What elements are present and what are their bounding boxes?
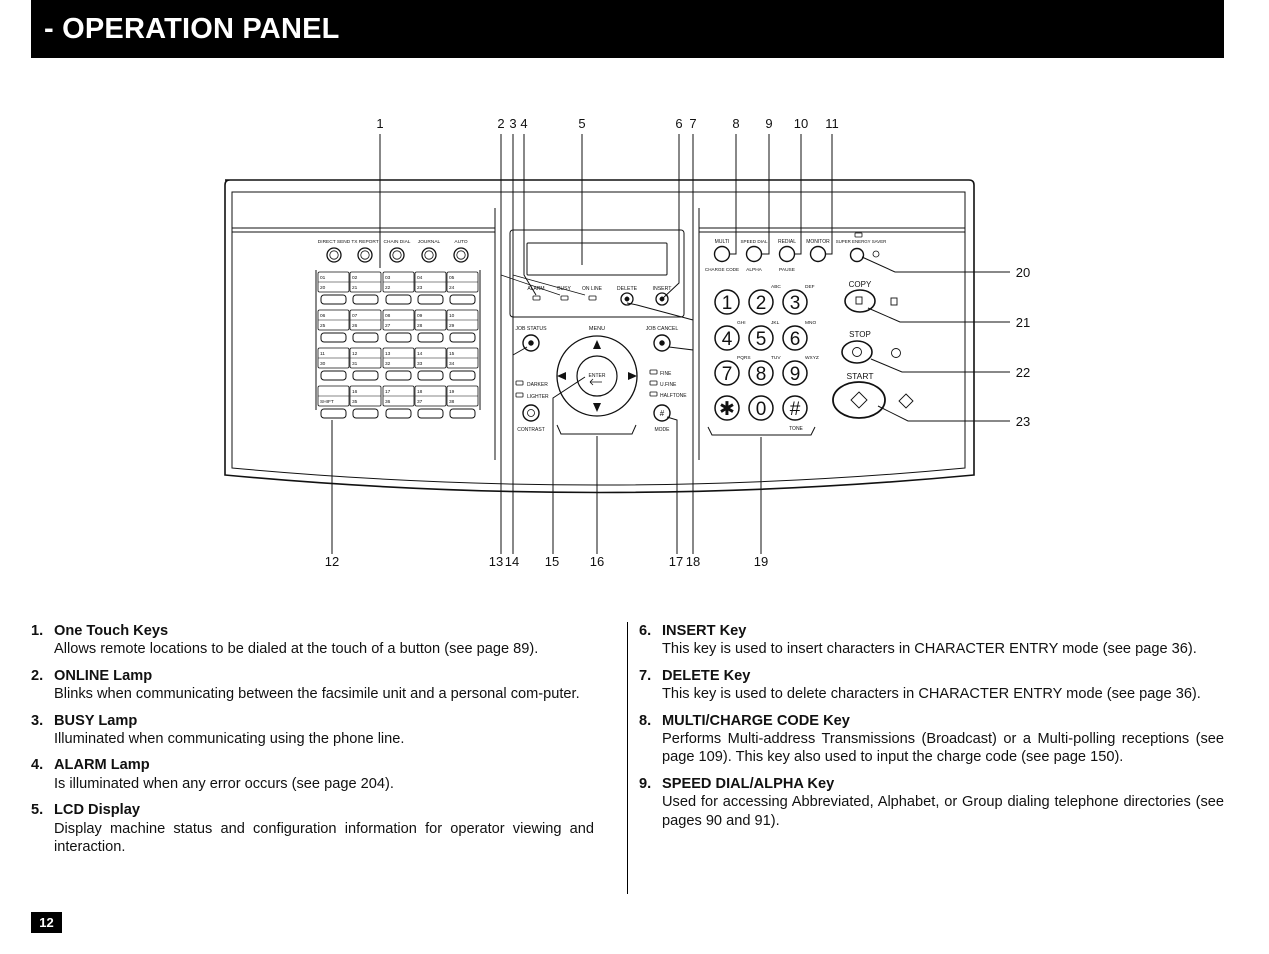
item-title: ONLINE Lamp xyxy=(54,667,153,684)
tone-label: TONE xyxy=(789,426,803,432)
callout-number: 8 xyxy=(732,116,740,131)
one-touch-number: 03 xyxy=(385,276,391,281)
keypad-letters: WXYZ xyxy=(805,356,819,361)
callout-number: 20 xyxy=(1015,265,1031,280)
callout-number: 21 xyxy=(1015,315,1031,330)
item-number: 4. xyxy=(31,757,44,774)
item-title: SPEED DIAL/ALPHA Key xyxy=(662,775,835,792)
start-label: START xyxy=(846,371,874,381)
contrast-icon xyxy=(528,410,535,417)
leader-line xyxy=(825,134,832,254)
multi-key-label: MULTI xyxy=(714,239,730,245)
one-touch-number: 17 xyxy=(385,390,391,395)
item-number: 3. xyxy=(31,712,44,729)
redial-key xyxy=(780,247,795,262)
leader-line xyxy=(794,134,801,254)
operation-panel-diagram xyxy=(0,100,1269,580)
item-heading xyxy=(639,667,1224,685)
keypad-digit: 8 xyxy=(755,364,767,385)
callout-number: 15 xyxy=(544,554,560,569)
item-description: Display machine status and configuration information for operator viewing and interaction. xyxy=(54,820,594,856)
lamp-indicator xyxy=(589,296,596,300)
one-touch-key xyxy=(353,295,378,304)
one-touch-number: 06 xyxy=(320,314,326,319)
keypad-digit: 1 xyxy=(721,293,733,314)
description-item xyxy=(31,712,594,749)
right-description-list xyxy=(639,622,1224,838)
item-heading xyxy=(31,801,594,819)
leader-line xyxy=(513,347,527,554)
one-touch-key xyxy=(450,333,475,342)
one-touch-key xyxy=(386,409,411,418)
copy-side-icon xyxy=(891,298,897,305)
callout-number: 23 xyxy=(1015,414,1031,429)
darker-lamp xyxy=(516,381,523,385)
callout-number: 9 xyxy=(765,116,773,131)
function-key-label: CHAIN DIAL xyxy=(383,240,411,245)
callout-number: 7 xyxy=(689,116,697,131)
item-description: This key is used to insert characters in CHARACTER ENTRY mode (see page 36). xyxy=(662,641,1197,658)
one-touch-key xyxy=(450,295,475,304)
one-touch-number: 19 xyxy=(449,390,455,395)
one-touch-number: 24 xyxy=(449,286,455,291)
function-key-label: AUTO xyxy=(454,240,468,245)
monitor-key xyxy=(811,247,826,262)
keypad-digit: 5 xyxy=(755,329,767,350)
speed-dial-label: SPEED DIAL xyxy=(740,239,768,244)
darker-label: DARKER xyxy=(527,382,548,388)
insert-key-label: INSERT xyxy=(652,286,672,292)
leader-line xyxy=(862,257,1010,272)
item-title: BUSY Lamp xyxy=(54,712,138,729)
leader-line xyxy=(868,308,1010,322)
copy-label: COPY xyxy=(848,280,872,289)
item-title: INSERT Key xyxy=(662,623,747,639)
function-key-button-inner xyxy=(457,251,465,259)
one-touch-key xyxy=(386,333,411,342)
callout-number: 4 xyxy=(520,116,528,131)
one-touch-number: 35 xyxy=(352,400,358,405)
one-touch-key xyxy=(418,295,443,304)
one-touch-number: 01 xyxy=(320,276,326,281)
function-key-button-inner xyxy=(361,251,369,259)
item-heading xyxy=(31,756,594,774)
one-touch-number: 02 xyxy=(352,276,358,281)
callout-number: 17 xyxy=(668,554,684,569)
one-touch-number: 05 xyxy=(449,276,455,281)
one-touch-number: 29 xyxy=(449,324,455,329)
lamp-indicator xyxy=(533,296,540,300)
item-number: 5. xyxy=(31,802,44,819)
callout-number: 18 xyxy=(685,554,701,569)
alpha-label: ALPHA xyxy=(746,268,762,273)
energy-saver-key xyxy=(851,249,864,262)
enter-label: ENTER xyxy=(588,373,606,379)
callout-number: 13 xyxy=(488,554,504,569)
one-touch-number: 04 xyxy=(417,276,423,281)
function-key-label: TX REPORT xyxy=(351,240,379,245)
leader-line xyxy=(669,347,693,554)
one-touch-number: 22 xyxy=(385,286,391,291)
item-title: One Touch Keys xyxy=(54,623,169,639)
one-touch-key xyxy=(321,371,346,380)
item-heading xyxy=(31,622,594,640)
one-touch-key xyxy=(321,409,346,418)
item-heading xyxy=(639,712,1224,730)
description-item xyxy=(639,667,1224,704)
start-key xyxy=(833,382,885,418)
description-item xyxy=(31,756,594,793)
keypad-digit: 4 xyxy=(721,329,733,350)
lighter-label: LIGHTER xyxy=(527,394,549,400)
one-touch-key xyxy=(418,409,443,418)
keypad-letters: ABC xyxy=(771,285,781,290)
item-description: Used for accessing Abbreviated, Alphabet, or Group dialing telephone directories (see pages 90 and 91). xyxy=(662,794,1224,829)
one-touch-key xyxy=(321,295,346,304)
job-status-label: JOB STATUS xyxy=(515,326,547,332)
callout-number: 12 xyxy=(324,554,340,569)
description-item xyxy=(639,712,1224,767)
start-side-icon xyxy=(899,394,913,408)
callout-number: 1 xyxy=(376,116,384,131)
leader-line xyxy=(878,406,1010,421)
keypad-digit: 2 xyxy=(755,293,767,314)
item-heading xyxy=(31,712,594,730)
one-touch-number: SHIFT xyxy=(320,400,334,405)
one-touch-number: 27 xyxy=(385,324,391,329)
one-touch-number: 07 xyxy=(352,314,358,319)
multi-key xyxy=(715,247,730,262)
page-number: 12 xyxy=(31,912,62,933)
function-key-button-inner xyxy=(330,251,338,259)
item-number: 8. xyxy=(639,712,652,729)
energy-saver-label: SUPER ENERGY SAVER xyxy=(835,239,887,244)
speed-dial-key xyxy=(747,247,762,262)
one-touch-key xyxy=(386,371,411,380)
pause-label: PAUSE xyxy=(779,268,795,273)
keypad-digit: 9 xyxy=(789,364,801,385)
lcd-display xyxy=(527,243,667,275)
mode-label: FINE xyxy=(660,371,672,377)
page-title: - OPERATION PANEL xyxy=(44,13,340,45)
keypad-letters: DEF xyxy=(805,285,815,290)
mode-label: HALFTONE xyxy=(660,393,687,399)
item-description: Illuminated when communicating using the phone line. xyxy=(54,731,405,748)
copy-key-icon xyxy=(856,297,862,304)
keypad-digit: 6 xyxy=(789,329,801,350)
keypad-letters: PQRS xyxy=(737,356,751,361)
contrast-label: CONTRAST xyxy=(517,427,545,433)
mode-key-icon: # xyxy=(659,409,665,418)
lighter-lamp xyxy=(516,393,523,397)
keypad-digit: # xyxy=(789,399,801,420)
mode-label: U.FINE xyxy=(660,382,677,388)
callout-number: 10 xyxy=(793,116,809,131)
callout-number: 5 xyxy=(578,116,586,131)
item-title: ALARM Lamp xyxy=(54,757,150,774)
leader-line xyxy=(761,134,769,254)
item-description: This key is used to delete characters in CHARACTER ENTRY mode (see page 36). xyxy=(662,686,1201,703)
item-number: 2. xyxy=(31,667,44,684)
one-touch-number: 31 xyxy=(352,362,358,367)
leader-line xyxy=(627,134,693,530)
callout-number: 11 xyxy=(825,116,839,131)
keypad-digit: 7 xyxy=(721,364,733,385)
delete-key-label: DELETE xyxy=(616,286,638,292)
keypad-digit: 3 xyxy=(789,293,801,314)
leader-line xyxy=(729,134,736,254)
one-touch-number: 18 xyxy=(417,390,423,395)
energy-saver-icon xyxy=(873,251,879,257)
one-touch-number: 30 xyxy=(320,362,326,367)
leader-line xyxy=(871,359,1010,372)
one-touch-number: 38 xyxy=(449,400,455,405)
item-number: 1. xyxy=(31,623,44,639)
item-title: MULTI/CHARGE CODE Key xyxy=(662,712,850,729)
callout-number: 3 xyxy=(509,116,517,131)
stop-key-icon xyxy=(853,348,862,357)
job-cancel-key-dot xyxy=(660,341,665,346)
lamp-label: ALARM xyxy=(527,286,545,292)
one-touch-number: 25 xyxy=(320,324,326,329)
one-touch-number: 16 xyxy=(352,390,358,395)
redial-label: REDIAL xyxy=(777,239,797,245)
callout-number: 16 xyxy=(589,554,605,569)
callout-number: 22 xyxy=(1015,365,1031,380)
one-touch-key xyxy=(353,371,378,380)
keypad-letters: TUV xyxy=(771,356,781,361)
item-number: 7. xyxy=(639,667,652,684)
one-touch-number: 32 xyxy=(385,362,391,367)
item-number: 9. xyxy=(639,775,652,792)
column-divider xyxy=(627,622,628,894)
function-key-label: DIRECT SEND xyxy=(317,240,351,245)
mode-lamp xyxy=(650,381,657,385)
one-touch-number: 34 xyxy=(449,362,455,367)
item-description: Is illuminated when any error occurs (see page 204). xyxy=(54,775,394,792)
job-status-key-dot xyxy=(529,341,534,346)
callout-number: 2 xyxy=(497,116,505,131)
menu-label: MENU xyxy=(588,326,606,332)
description-item xyxy=(31,622,594,659)
charge-code-label: CHARGE CODE xyxy=(704,267,740,272)
delete-key-dot xyxy=(625,297,629,301)
energy-saver-lamp xyxy=(855,233,862,237)
one-touch-key xyxy=(353,333,378,342)
function-key-button-inner xyxy=(425,251,433,259)
keypad-letters: MNO xyxy=(805,321,817,326)
one-touch-number: 23 xyxy=(417,286,423,291)
monitor-label: MONITOR xyxy=(806,239,830,245)
function-key-button-inner xyxy=(393,251,401,259)
one-touch-key xyxy=(353,409,378,418)
lamp-indicator xyxy=(561,296,568,300)
item-heading xyxy=(639,775,1224,793)
callout-number: 19 xyxy=(753,554,769,569)
section-banner xyxy=(31,0,1224,58)
item-description: Allows remote locations to be dialed at the touch of a button (see page 89). xyxy=(54,641,539,658)
one-touch-key xyxy=(450,371,475,380)
keypad-digit: 0 xyxy=(755,399,767,420)
one-touch-key xyxy=(418,333,443,342)
stop-side-icon xyxy=(892,349,901,358)
left-description-list xyxy=(31,622,594,864)
stop-label: STOP xyxy=(849,330,871,339)
one-touch-number: 21 xyxy=(352,286,358,291)
item-description: Blinks when communicating between the facsimile unit and a personal com-puter. xyxy=(54,686,580,703)
job-cancel-label: JOB CANCEL xyxy=(645,326,679,332)
keypad-letters: JKL xyxy=(771,321,780,326)
one-touch-number: 10 xyxy=(449,314,455,319)
one-touch-key xyxy=(418,371,443,380)
one-touch-number: 13 xyxy=(385,352,391,357)
one-touch-number: 14 xyxy=(417,352,423,357)
one-touch-number: 36 xyxy=(385,400,391,405)
function-key-label: JOURNAL xyxy=(417,240,441,245)
one-touch-number: 37 xyxy=(417,400,423,405)
one-touch-number: 15 xyxy=(449,352,455,357)
one-touch-number: 26 xyxy=(352,324,358,329)
item-heading xyxy=(31,667,594,685)
one-touch-number: 09 xyxy=(417,314,423,319)
item-heading xyxy=(639,622,1224,640)
lamp-label: BUSY xyxy=(557,286,571,292)
one-touch-key xyxy=(450,409,475,418)
item-title: LCD Display xyxy=(54,802,140,819)
description-item xyxy=(31,667,594,704)
item-description: Performs Multi-address Transmissions (Broadcast) or a Multi-polling receptions (see page 109). This key also used to input the charge code (see page 150). xyxy=(662,731,1224,766)
one-touch-key xyxy=(321,333,346,342)
item-title: DELETE Key xyxy=(662,667,751,684)
one-touch-number: 08 xyxy=(385,314,391,319)
cursor-bracket xyxy=(557,425,636,434)
keypad-letters: GHI xyxy=(737,321,746,326)
item-number: 6. xyxy=(639,623,652,639)
callout-number: 6 xyxy=(675,116,683,131)
description-item xyxy=(31,801,594,856)
description-item xyxy=(639,622,1224,659)
one-touch-number: 11 xyxy=(320,352,325,357)
lamp-label: ON LINE xyxy=(581,286,603,292)
leader-line xyxy=(667,417,677,554)
one-touch-number: 33 xyxy=(417,362,423,367)
one-touch-number: 28 xyxy=(417,324,423,329)
description-item xyxy=(639,775,1224,830)
mode-lamp xyxy=(650,370,657,374)
callout-number: 14 xyxy=(504,554,520,569)
keypad-digit: ✱ xyxy=(719,399,735,420)
mode-lamp xyxy=(650,392,657,396)
one-touch-number: 12 xyxy=(352,352,358,357)
one-touch-key xyxy=(386,295,411,304)
mode-key-label: MODE xyxy=(654,427,670,433)
one-touch-number: 20 xyxy=(320,286,326,291)
